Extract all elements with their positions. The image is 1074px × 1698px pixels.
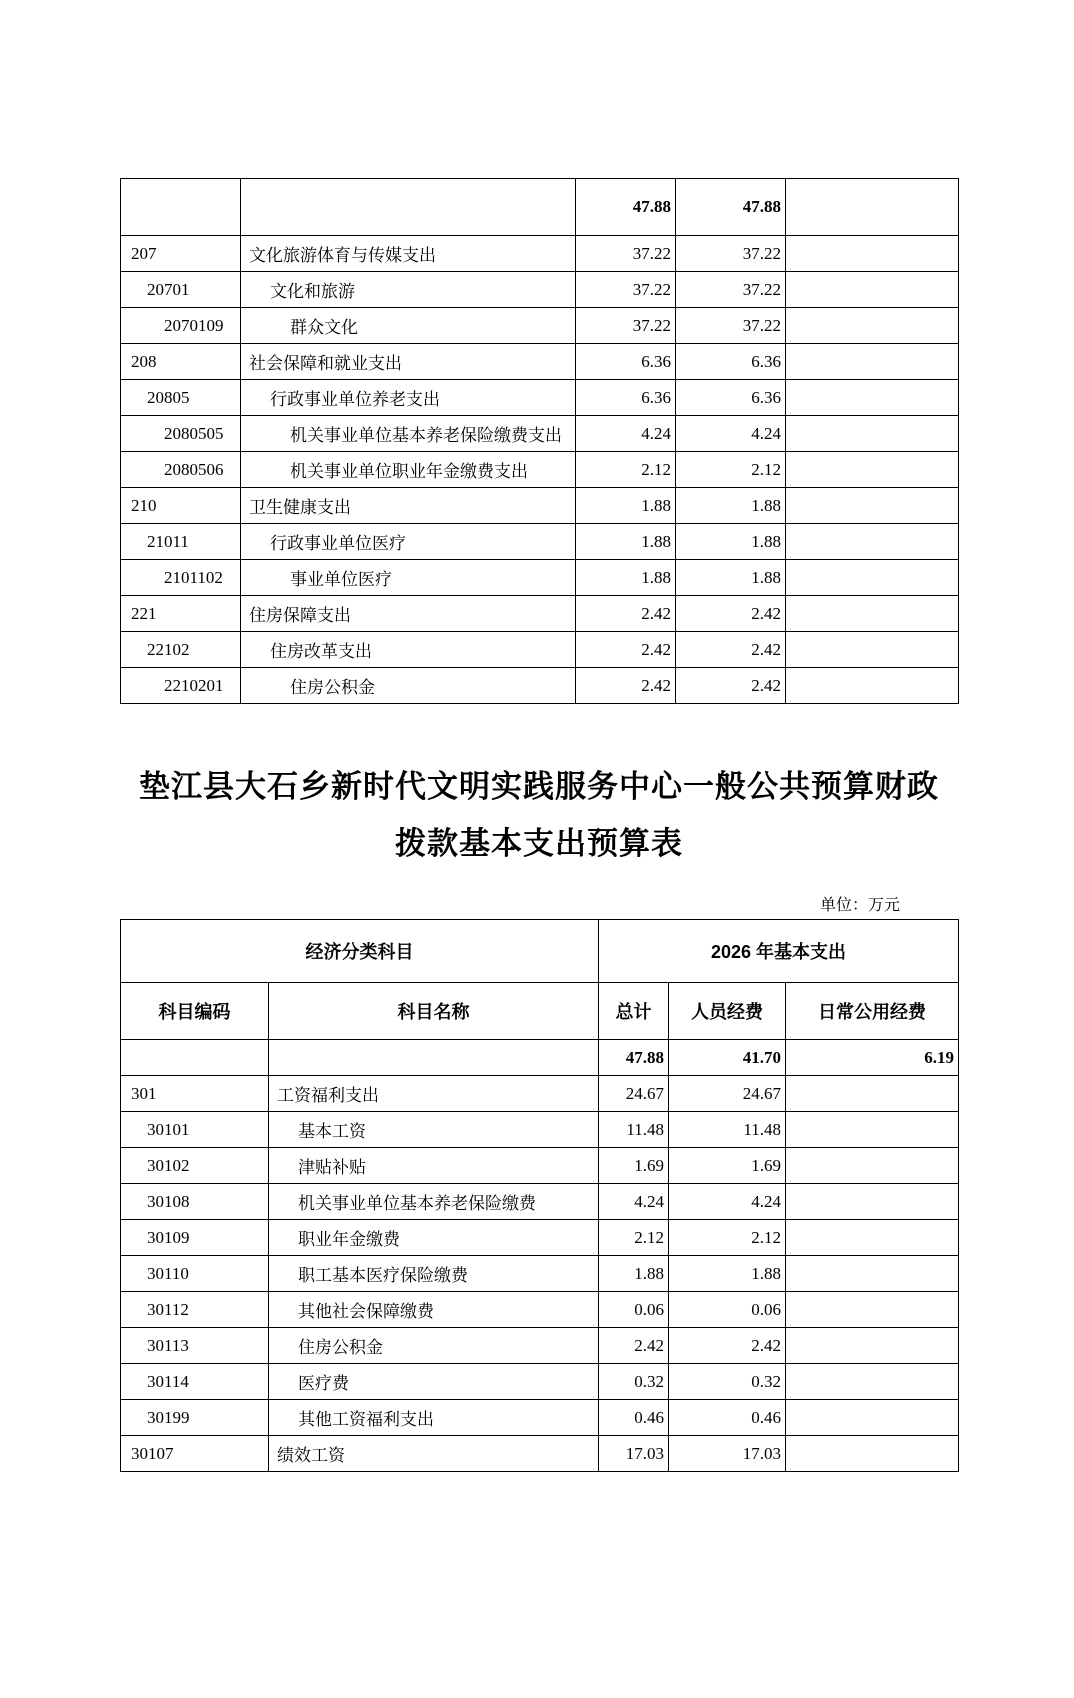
subject-name-cell bbox=[269, 1040, 599, 1076]
personnel-expense-cell: 0.32 bbox=[669, 1364, 786, 1400]
document-page bbox=[0, 178, 1074, 1698]
basic-expenditure-table bbox=[120, 919, 959, 1472]
page-title-line1: 垫江县大石乡新时代文明实践服务中心一般公共预算财政 bbox=[139, 769, 939, 804]
header-group-row bbox=[121, 920, 959, 983]
amount-cell: 37.22 bbox=[676, 308, 786, 344]
subject-name-cell: 职工基本医疗保险缴费 bbox=[269, 1256, 599, 1292]
subject-name-cell: 住房公积金 bbox=[269, 1328, 599, 1364]
subject-name-cell: 住房保障支出 bbox=[241, 596, 576, 632]
table-row bbox=[121, 1040, 959, 1076]
table-row bbox=[121, 632, 959, 668]
subject-code-cell: 22102 bbox=[121, 632, 241, 668]
total-cell: 24.67 bbox=[599, 1076, 669, 1112]
empty-cell bbox=[786, 668, 959, 704]
daily-public-expense-cell bbox=[786, 1076, 959, 1112]
subject-code-cell: 2070109 bbox=[121, 308, 241, 344]
amount-cell: 6.36 bbox=[676, 344, 786, 380]
subject-code-cell: 30102 bbox=[121, 1148, 269, 1184]
empty-cell bbox=[786, 596, 959, 632]
table-row bbox=[121, 416, 959, 452]
amount-cell: 2.42 bbox=[676, 596, 786, 632]
subject-code-cell: 2080505 bbox=[121, 416, 241, 452]
total-cell: 0.32 bbox=[599, 1364, 669, 1400]
page-title bbox=[120, 758, 958, 872]
subject-code-cell: 30114 bbox=[121, 1364, 269, 1400]
subject-code-cell bbox=[121, 1040, 269, 1076]
col-header-total: 总计 bbox=[599, 983, 669, 1040]
col-header-subject-name: 科目名称 bbox=[269, 983, 599, 1040]
daily-public-expense-cell bbox=[786, 1184, 959, 1220]
empty-cell bbox=[786, 524, 959, 560]
table-row bbox=[121, 524, 959, 560]
total-cell: 1.69 bbox=[599, 1148, 669, 1184]
unit-note: 单位：万元 bbox=[819, 897, 900, 914]
budget-table-continued bbox=[120, 178, 959, 704]
personnel-expense-cell: 1.88 bbox=[669, 1256, 786, 1292]
total-cell: 0.46 bbox=[599, 1400, 669, 1436]
subject-code-cell: 21011 bbox=[121, 524, 241, 560]
subject-name-cell: 机关事业单位基本养老保险缴费支出 bbox=[241, 416, 576, 452]
table-row bbox=[121, 1112, 959, 1148]
table-row bbox=[121, 179, 959, 236]
personnel-expense-cell: 11.48 bbox=[669, 1112, 786, 1148]
header-columns-row bbox=[121, 983, 959, 1040]
amount-cell: 47.88 bbox=[576, 179, 676, 236]
amount-cell: 37.22 bbox=[576, 308, 676, 344]
table2-body bbox=[121, 1040, 959, 1472]
table-row bbox=[121, 668, 959, 704]
page-title-line2: 拨款基本支出预算表 bbox=[395, 826, 683, 861]
total-cell: 1.88 bbox=[599, 1256, 669, 1292]
table-row bbox=[121, 1292, 959, 1328]
daily-public-expense-cell bbox=[786, 1148, 959, 1184]
amount-cell: 1.88 bbox=[576, 560, 676, 596]
subject-name-cell: 群众文化 bbox=[241, 308, 576, 344]
subject-code-cell: 2210201 bbox=[121, 668, 241, 704]
table1-body bbox=[121, 179, 959, 704]
table-row bbox=[121, 236, 959, 272]
total-cell: 2.12 bbox=[599, 1220, 669, 1256]
subject-code-cell: 207 bbox=[121, 236, 241, 272]
daily-public-expense-cell bbox=[786, 1364, 959, 1400]
empty-cell bbox=[786, 452, 959, 488]
empty-cell bbox=[786, 416, 959, 452]
daily-public-expense-cell bbox=[786, 1220, 959, 1256]
personnel-expense-cell: 24.67 bbox=[669, 1076, 786, 1112]
table-row bbox=[121, 1400, 959, 1436]
table2-header bbox=[121, 920, 959, 1040]
personnel-expense-cell: 41.70 bbox=[669, 1040, 786, 1076]
col-header-daily-public-expense: 日常公用经费 bbox=[786, 983, 959, 1040]
subject-name-cell bbox=[241, 179, 576, 236]
daily-public-expense-cell bbox=[786, 1400, 959, 1436]
subject-code-cell: 30113 bbox=[121, 1328, 269, 1364]
subject-code-cell: 2080506 bbox=[121, 452, 241, 488]
subject-code-cell: 30101 bbox=[121, 1112, 269, 1148]
empty-cell bbox=[786, 560, 959, 596]
table-row bbox=[121, 1364, 959, 1400]
amount-cell: 37.22 bbox=[576, 236, 676, 272]
daily-public-expense-cell bbox=[786, 1256, 959, 1292]
daily-public-expense-cell bbox=[786, 1436, 959, 1472]
personnel-expense-cell: 1.69 bbox=[669, 1148, 786, 1184]
subject-code-cell: 301 bbox=[121, 1076, 269, 1112]
amount-cell: 37.22 bbox=[576, 272, 676, 308]
empty-cell bbox=[786, 344, 959, 380]
amount-cell: 2.12 bbox=[676, 452, 786, 488]
table-row bbox=[121, 452, 959, 488]
subject-name-cell: 文化和旅游 bbox=[241, 272, 576, 308]
empty-cell bbox=[786, 632, 959, 668]
empty-cell bbox=[786, 236, 959, 272]
table-row bbox=[121, 488, 959, 524]
daily-public-expense-cell bbox=[786, 1112, 959, 1148]
empty-cell bbox=[786, 179, 959, 236]
amount-cell: 6.36 bbox=[576, 344, 676, 380]
subject-name-cell: 其他工资福利支出 bbox=[269, 1400, 599, 1436]
total-cell: 47.88 bbox=[599, 1040, 669, 1076]
subject-name-cell: 津贴补贴 bbox=[269, 1148, 599, 1184]
empty-cell bbox=[786, 488, 959, 524]
amount-cell: 6.36 bbox=[676, 380, 786, 416]
subject-code-cell: 30107 bbox=[121, 1436, 269, 1472]
empty-cell bbox=[786, 308, 959, 344]
subject-code-cell: 210 bbox=[121, 488, 241, 524]
table-row bbox=[121, 308, 959, 344]
daily-public-expense-cell: 6.19 bbox=[786, 1040, 959, 1076]
table-row bbox=[121, 380, 959, 416]
subject-name-cell: 工资福利支出 bbox=[269, 1076, 599, 1112]
subject-name-cell: 行政事业单位医疗 bbox=[241, 524, 576, 560]
table-row bbox=[121, 1436, 959, 1472]
empty-cell bbox=[786, 272, 959, 308]
subject-name-cell: 绩效工资 bbox=[269, 1436, 599, 1472]
subject-name-cell: 行政事业单位养老支出 bbox=[241, 380, 576, 416]
amount-cell: 6.36 bbox=[576, 380, 676, 416]
subject-name-cell: 职业年金缴费 bbox=[269, 1220, 599, 1256]
amount-cell: 1.88 bbox=[676, 488, 786, 524]
amount-cell: 2.42 bbox=[676, 668, 786, 704]
amount-cell: 1.88 bbox=[676, 524, 786, 560]
subject-name-cell: 机关事业单位基本养老保险缴费 bbox=[269, 1184, 599, 1220]
personnel-expense-cell: 0.06 bbox=[669, 1292, 786, 1328]
table-row bbox=[121, 344, 959, 380]
daily-public-expense-cell bbox=[786, 1292, 959, 1328]
subject-name-cell: 基本工资 bbox=[269, 1112, 599, 1148]
personnel-expense-cell: 17.03 bbox=[669, 1436, 786, 1472]
subject-name-cell: 住房公积金 bbox=[241, 668, 576, 704]
subject-name-cell: 住房改革支出 bbox=[241, 632, 576, 668]
subject-code-cell: 208 bbox=[121, 344, 241, 380]
personnel-expense-cell: 2.12 bbox=[669, 1220, 786, 1256]
table-row bbox=[121, 1076, 959, 1112]
amount-cell: 4.24 bbox=[676, 416, 786, 452]
subject-code-cell bbox=[121, 179, 241, 236]
personnel-expense-cell: 0.46 bbox=[669, 1400, 786, 1436]
amount-cell: 4.24 bbox=[576, 416, 676, 452]
subject-name-cell: 文化旅游体育与传媒支出 bbox=[241, 236, 576, 272]
header-2026-basic-expenditure: 2026 年基本支出 bbox=[599, 920, 959, 983]
col-header-subject-code: 科目编码 bbox=[121, 983, 269, 1040]
daily-public-expense-cell bbox=[786, 1328, 959, 1364]
total-cell: 11.48 bbox=[599, 1112, 669, 1148]
amount-cell: 2.12 bbox=[576, 452, 676, 488]
subject-code-cell: 221 bbox=[121, 596, 241, 632]
personnel-expense-cell: 4.24 bbox=[669, 1184, 786, 1220]
subject-name-cell: 卫生健康支出 bbox=[241, 488, 576, 524]
subject-name-cell: 其他社会保障缴费 bbox=[269, 1292, 599, 1328]
subject-name-cell: 社会保障和就业支出 bbox=[241, 344, 576, 380]
table-row bbox=[121, 1148, 959, 1184]
amount-cell: 47.88 bbox=[676, 179, 786, 236]
amount-cell: 1.88 bbox=[576, 488, 676, 524]
subject-name-cell: 医疗费 bbox=[269, 1364, 599, 1400]
amount-cell: 1.88 bbox=[676, 560, 786, 596]
table-row bbox=[121, 560, 959, 596]
subject-code-cell: 30109 bbox=[121, 1220, 269, 1256]
amount-cell: 2.42 bbox=[576, 632, 676, 668]
table-row bbox=[121, 1220, 959, 1256]
table-row bbox=[121, 596, 959, 632]
empty-cell bbox=[786, 380, 959, 416]
total-cell: 4.24 bbox=[599, 1184, 669, 1220]
amount-cell: 2.42 bbox=[576, 596, 676, 632]
subject-code-cell: 20805 bbox=[121, 380, 241, 416]
amount-cell: 2.42 bbox=[676, 632, 786, 668]
subject-code-cell: 30110 bbox=[121, 1256, 269, 1292]
total-cell: 0.06 bbox=[599, 1292, 669, 1328]
personnel-expense-cell: 2.42 bbox=[669, 1328, 786, 1364]
subject-code-cell: 30199 bbox=[121, 1400, 269, 1436]
amount-cell: 1.88 bbox=[576, 524, 676, 560]
total-cell: 17.03 bbox=[599, 1436, 669, 1472]
header-economic-classification: 经济分类科目 bbox=[121, 920, 599, 983]
subject-code-cell: 20701 bbox=[121, 272, 241, 308]
subject-name-cell: 事业单位医疗 bbox=[241, 560, 576, 596]
subject-name-cell: 机关事业单位职业年金缴费支出 bbox=[241, 452, 576, 488]
subject-code-cell: 30108 bbox=[121, 1184, 269, 1220]
table-row bbox=[121, 1256, 959, 1292]
subject-code-cell: 30112 bbox=[121, 1292, 269, 1328]
amount-cell: 37.22 bbox=[676, 236, 786, 272]
table-row bbox=[121, 1184, 959, 1220]
amount-cell: 2.42 bbox=[576, 668, 676, 704]
col-header-personnel-expense: 人员经费 bbox=[669, 983, 786, 1040]
total-cell: 2.42 bbox=[599, 1328, 669, 1364]
amount-cell: 37.22 bbox=[676, 272, 786, 308]
table-row bbox=[121, 1328, 959, 1364]
table-row bbox=[121, 272, 959, 308]
subject-code-cell: 2101102 bbox=[121, 560, 241, 596]
